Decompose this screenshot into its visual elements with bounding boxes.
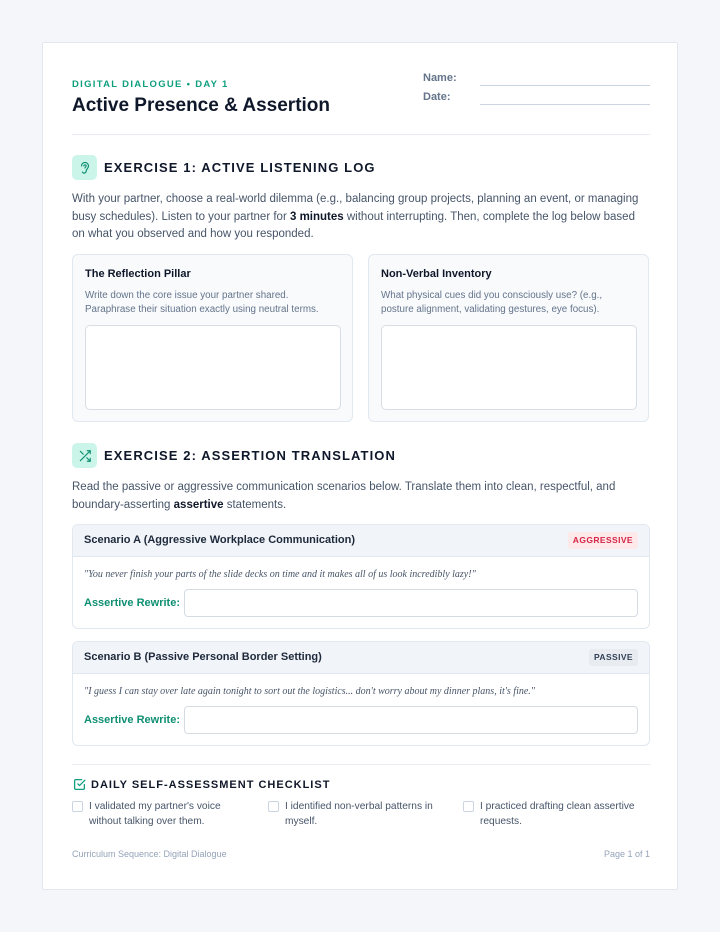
- reflection-pillar-card: [72, 254, 353, 422]
- scenario-b-card: [72, 641, 650, 746]
- exercise-1-title: EXERCISE 1: ACTIVE LISTENING LOG: [104, 160, 376, 175]
- scenario-a-card: [72, 524, 650, 629]
- ear-icon: [72, 155, 97, 180]
- status-badge: AGGRESSIVE: [568, 532, 638, 549]
- scenario-title: Scenario A (Aggressive Workplace Communication): [84, 534, 355, 546]
- page-footer: [72, 849, 650, 859]
- checkbox[interactable]: [463, 801, 474, 812]
- intro-text: With your partner, choose a real-world dilemma (e.g., balancing group projects, planning an event, or managing busy schedules). Listen to your partner for: [72, 193, 639, 223]
- checklist-item-label: I identified non-verbal patterns in myself.: [285, 801, 433, 827]
- worksheet-content: [72, 43, 650, 889]
- shuffle-icon: [72, 443, 97, 468]
- exercise-2-heading: [72, 443, 650, 469]
- date-field[interactable]: [423, 91, 650, 109]
- checklist-title: DAILY SELF-ASSESSMENT CHECKLIST: [91, 779, 331, 791]
- scenario-quote: "I guess I can stay over late again tonight to sort out the logistics... don't worry about my dinner plans, it's fine.": [84, 686, 535, 697]
- scenario-quote: "You never finish your parts of the slide decks on time and it makes all of us look incredibly lazy!": [84, 569, 476, 580]
- scenario-title: Scenario B (Passive Personal Border Setting): [84, 651, 322, 663]
- checklist-item-label: I practiced drafting clean assertive requests.: [480, 801, 635, 827]
- exercise-2-title: EXERCISE 2: ASSERTION TRANSLATION: [104, 448, 396, 463]
- exercise-2-intro: [72, 479, 650, 514]
- intro-emphasis: assertive: [173, 498, 224, 511]
- page-number: Page 1 of 1: [603, 849, 650, 859]
- checkbox[interactable]: [72, 801, 83, 812]
- exercise-1-heading: [72, 155, 650, 181]
- rewrite-label: Assertive Rewrite:: [84, 597, 180, 609]
- checkbox[interactable]: [268, 801, 279, 812]
- intro-text: Read the passive or aggressive communication scenarios below. Translate them into clean, respectful, and boundary-asserting: [72, 481, 616, 511]
- card-description: What physical cues did you consciously use? (e.g., posture alignment, validating gestures, eye focus).: [381, 290, 603, 315]
- scenario-header: [73, 525, 649, 557]
- date-label: Date:: [423, 91, 451, 103]
- course-eyebrow: DIGITAL DIALOGUE • DAY 1: [72, 79, 229, 90]
- worksheet-page: [42, 42, 678, 890]
- checkbox-icon: [73, 778, 86, 796]
- non-verbal-answer-box[interactable]: [381, 325, 637, 410]
- checklist-item-label: I validated my partner's voice without talking over them.: [89, 801, 221, 827]
- intro-text: without interrupting. Then, complete the log below based on what you observed and how you responded.: [72, 210, 635, 240]
- reflection-answer-box[interactable]: [85, 325, 341, 410]
- name-line[interactable]: [480, 85, 650, 86]
- name-field[interactable]: [423, 72, 650, 90]
- status-badge: PASSIVE: [589, 649, 638, 666]
- section-divider: [72, 764, 650, 765]
- card-description: Write down the core issue your partner shared. Paraphrase their situation exactly using neutral terms.: [85, 290, 319, 315]
- checklist-heading: [72, 777, 650, 795]
- exercise-1-intro: [72, 191, 650, 244]
- worksheet-header: [72, 43, 650, 135]
- non-verbal-inventory-card: [368, 254, 649, 422]
- rewrite-input[interactable]: [184, 706, 638, 734]
- intro-text: statements.: [223, 498, 287, 511]
- page-title: Active Presence & Assertion: [72, 95, 331, 116]
- name-label: Name:: [423, 72, 457, 84]
- rewrite-input[interactable]: [184, 589, 638, 617]
- rewrite-label: Assertive Rewrite:: [84, 714, 180, 726]
- intro-emphasis: 3 minutes: [289, 210, 344, 223]
- scenario-header: [73, 642, 649, 674]
- card-title: Non-Verbal Inventory: [381, 268, 492, 280]
- footer-sequence: Curriculum Sequence: Digital Dialogue: [72, 849, 227, 859]
- card-title: The Reflection Pillar: [85, 268, 191, 280]
- date-line[interactable]: [480, 104, 650, 105]
